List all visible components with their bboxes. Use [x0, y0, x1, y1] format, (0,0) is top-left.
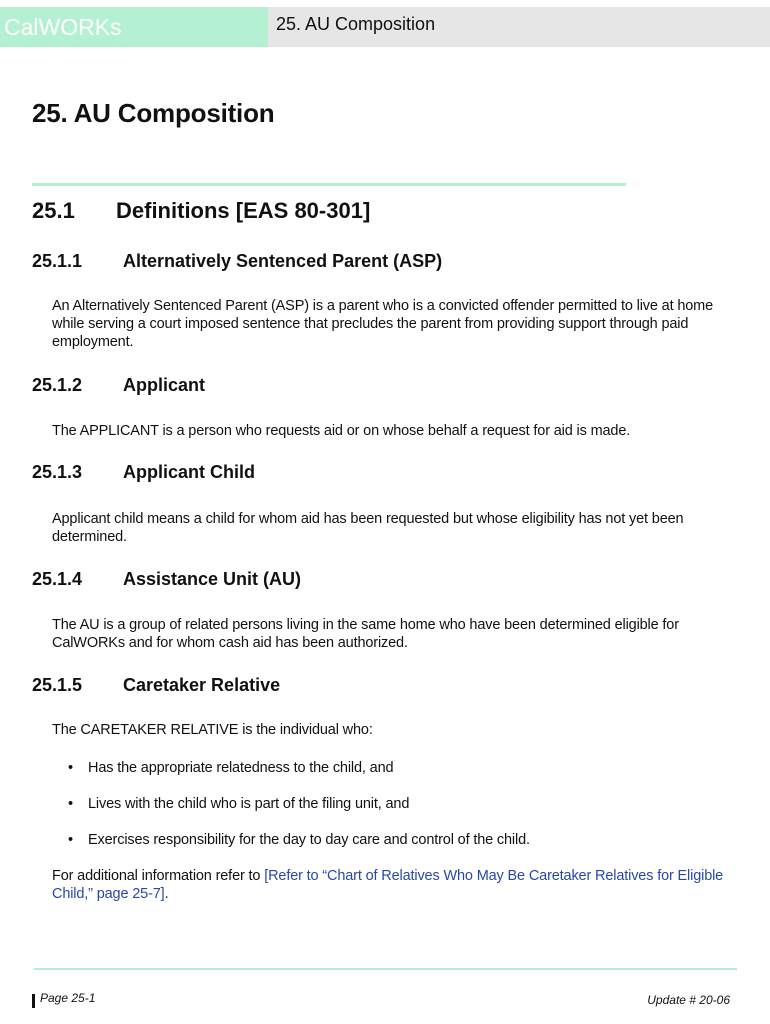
subsection-title: Applicant — [123, 375, 206, 395]
bullet-icon: • — [68, 796, 73, 812]
page-number: Page 25-1 — [40, 991, 96, 1005]
page-header — [0, 7, 770, 47]
subsection-heading-au — [32, 569, 301, 590]
definition-text-applicant-child: Applicant child means a child for whom aid has been requested but whose eligibility has not yet been determined. — [52, 511, 684, 545]
definition-text-au: The AU is a group of related persons living in the same home who have been determined eligible for CalWORKs and for whom cash aid has been authorized. — [52, 617, 679, 651]
list-item-text: Has the appropriate relatedness to the child, and — [88, 760, 394, 776]
change-bar — [32, 994, 35, 1008]
definition-text-caretaker: The CARETAKER RELATIVE is the individual who: — [52, 722, 373, 738]
bullet-icon: • — [68, 760, 73, 776]
subsection-title: Caretaker Relative — [123, 675, 281, 695]
subsection-title: Alternatively Sentenced Parent (ASP) — [123, 251, 443, 271]
brand-label: CalWORKs — [0, 7, 268, 47]
caretaker-chart-link[interactable]: [Refer to “Chart of Relatives Who May Be Caretaker Relatives for Eligible Child,” page 25-7] — [52, 868, 724, 902]
list-item — [68, 831, 530, 849]
definition-text-applicant: The APPLICANT is a person who requests aid or on whose behalf a request for aid is made. — [52, 423, 631, 439]
footer-divider — [34, 968, 737, 970]
definition-text-asp: An Alternatively Sentenced Parent (ASP) is a parent who is a convicted offender permitted to live at home while serving a court imposed sentence that precludes the parent from providing support through paid employment. — [52, 298, 714, 350]
subsection-number: 25.1.3 — [32, 462, 83, 482]
more-info-text — [52, 867, 732, 903]
subsection-number: 25.1.4 — [32, 569, 83, 589]
list-item-text: Lives with the child who is part of the filing unit, and — [88, 796, 410, 812]
subsection-heading-asp — [32, 251, 442, 272]
more-info-suffix: . — [164, 886, 169, 902]
list-item — [68, 759, 393, 777]
subsection-number: 25.1.5 — [32, 675, 83, 695]
subsection-heading-applicant — [32, 375, 205, 396]
subsection-number: 25.1.1 — [32, 251, 83, 271]
subsection-heading-caretaker — [32, 675, 280, 696]
subsection-number: 25.1.2 — [32, 375, 83, 395]
more-info-prefix: For additional information refer to — [52, 868, 265, 884]
chapter-title: 25. AU Composition — [32, 98, 275, 128]
subsection-title: Applicant Child — [123, 462, 255, 482]
bullet-icon: • — [68, 832, 73, 848]
subsection-title: Assistance Unit (AU) — [123, 569, 302, 589]
list-item — [68, 795, 409, 813]
header-chapter-title: 25. AU Composition — [268, 7, 770, 47]
section-heading — [32, 198, 370, 224]
section-divider — [32, 183, 626, 186]
subsection-heading-applicant-child — [32, 462, 255, 483]
update-number: Update # 20-06 — [647, 993, 730, 1007]
list-item-text: Exercises responsibility for the day to day care and control of the child. — [88, 832, 530, 848]
section-number: 25.1 — [32, 198, 75, 223]
section-title: Definitions [EAS 80-301] — [116, 198, 371, 223]
